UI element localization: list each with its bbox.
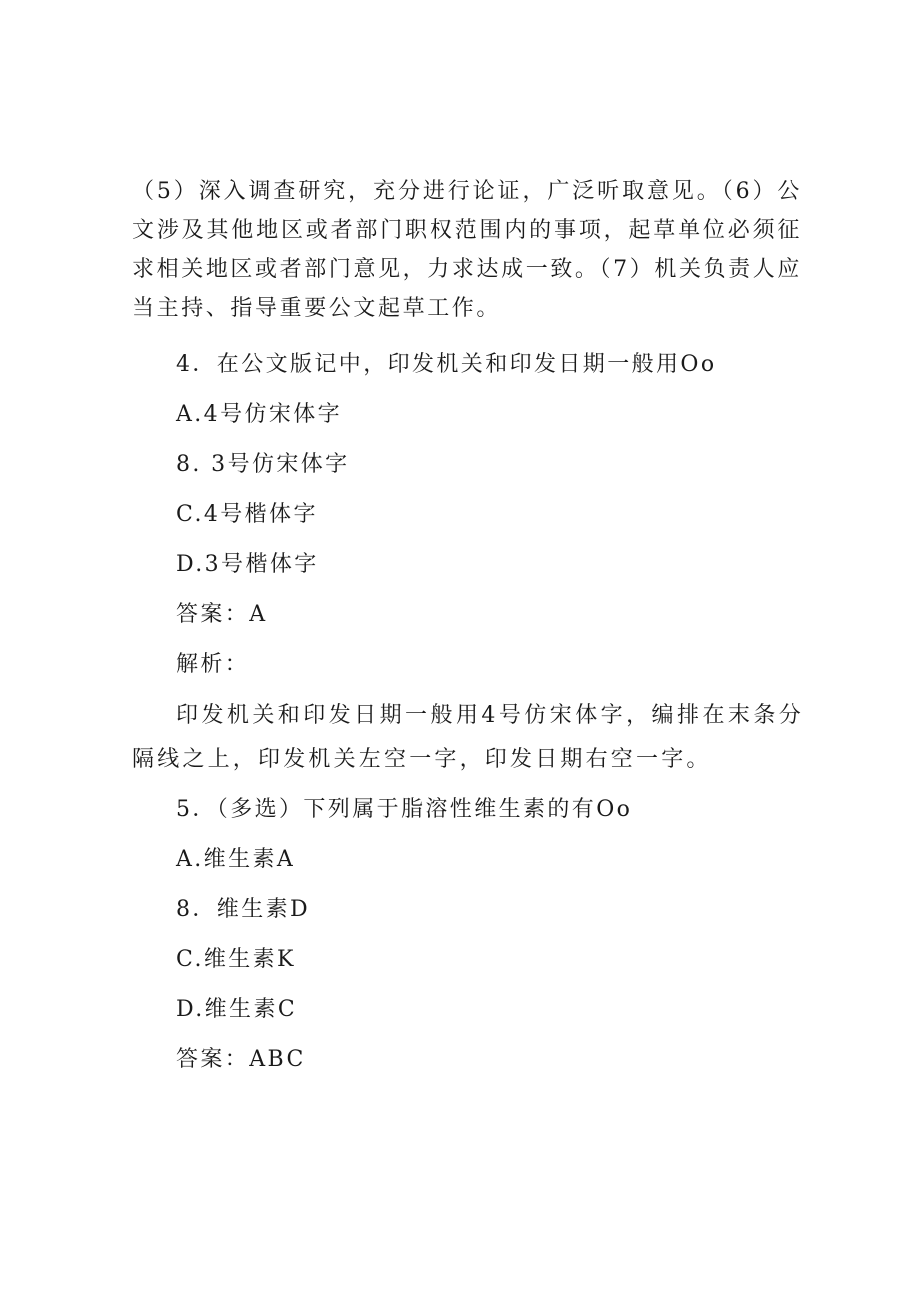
question-4-option-a: A.4号仿宋体字 bbox=[176, 402, 343, 427]
question-4: 4．在公文版记中，印发机关和印发日期一般用Oo bbox=[176, 352, 717, 377]
question-4-answer: 答案：A bbox=[176, 602, 268, 627]
question-4-analysis-text: 印发机关和印发日期一般用4号仿宋体字，编排在末条分隔线之上，印发机关左空一字，印发日期右空一字。 bbox=[132, 703, 804, 772]
question-5: 5．（多选）下列属于脂溶性维生素的有Oo bbox=[176, 797, 633, 822]
question-4-option-d: D.3号楷体字 bbox=[176, 552, 319, 577]
question-5-option-d: D.维生素C bbox=[176, 997, 298, 1022]
question-4-analysis-label: 解析： bbox=[176, 652, 250, 677]
question-4-option-b: 8. 3号仿宋体字 bbox=[176, 452, 350, 477]
question-5-option-a: A.维生素A bbox=[176, 847, 296, 872]
question-5-option-c: C.维生素K bbox=[176, 947, 296, 972]
question-5-answer: 答案：ABC bbox=[176, 1047, 306, 1072]
question-5-option-b: 8．维生素D bbox=[176, 897, 311, 922]
intro-paragraph: （5）深入调查研究，充分进行论证，广泛听取意见。（6）公文涉及其他地区或者部门职权范围内的事项，起草单位必须征求相关地区或者部门意见，力求达成一致。（7）机关负责人应当主持、指导重要公文起草工作。 bbox=[132, 179, 802, 321]
question-4-option-c: C.4号楷体字 bbox=[176, 502, 318, 527]
